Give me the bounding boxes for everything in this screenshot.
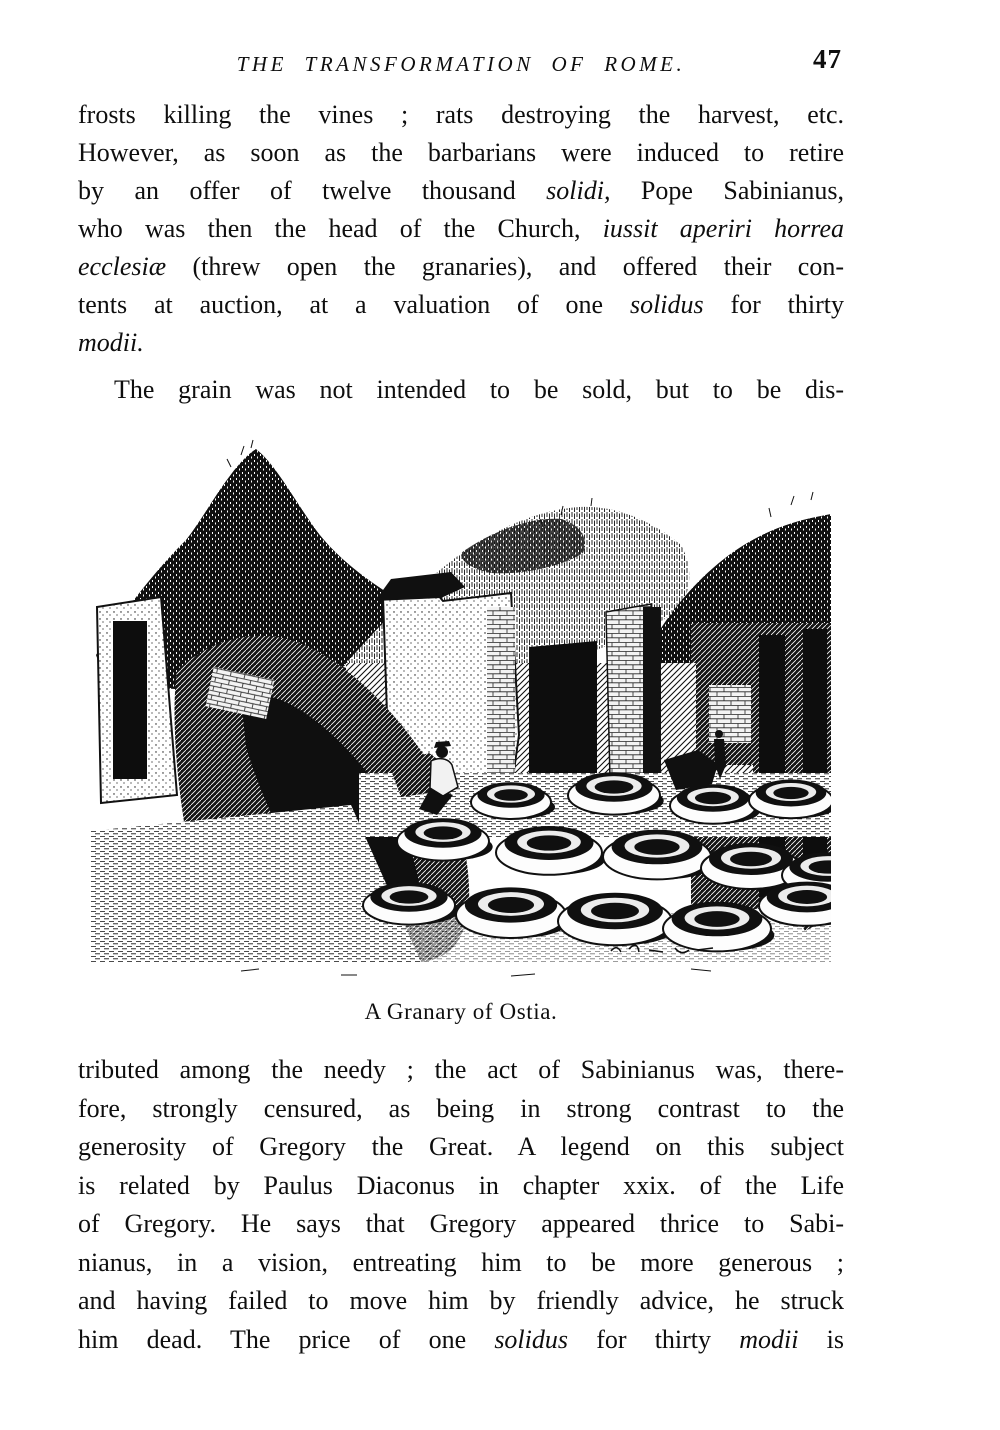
dolium-jar — [663, 902, 774, 952]
figure-granary — [78, 435, 844, 1025]
text-segment-italic: solidus — [494, 1324, 568, 1354]
page-title: THE TRANSFORMATION OF ROME. — [236, 52, 686, 76]
text-segment: who was then the head of the Church, — [78, 214, 603, 243]
text-line — [78, 1282, 844, 1321]
dolium-jar — [558, 893, 675, 945]
text-line — [78, 324, 844, 362]
text-segment: frosts killing the vines ; rats destroying the harvest, etc. — [78, 100, 844, 129]
text-line — [78, 248, 844, 286]
text-segment: nianus, in a vision, entreating him to be more generous ; — [78, 1247, 844, 1277]
text-segment: of Gregory. He says that Gregory appeared thrice to Sabi- — [78, 1209, 844, 1238]
text-line — [78, 172, 844, 210]
granary-engraving-illustration — [91, 435, 831, 983]
text-segment-italic: ecclesiæ — [78, 252, 167, 281]
text-segment: by an offer of twelve thousand — [78, 176, 547, 205]
dolium-jar — [456, 887, 569, 938]
text-line — [78, 1167, 844, 1206]
paragraph-frosts — [78, 96, 844, 362]
text-segment: fore, strongly censured, as being in strong contrast to the — [78, 1093, 844, 1123]
page-number: 47 — [813, 44, 842, 74]
text-segment: tributed among the needy ; the act of Sabinianus was, there- — [78, 1055, 844, 1084]
text-line — [78, 1244, 844, 1283]
text-segment: and having failed to move him by friendly advice, he struck — [78, 1286, 844, 1315]
paragraph-grain — [78, 371, 844, 409]
text-line — [78, 210, 844, 248]
running-head — [78, 46, 844, 80]
text-line — [78, 371, 844, 409]
text-segment: for thirty — [703, 290, 844, 319]
text-segment-italic: solidus — [629, 290, 704, 319]
text-segment: tents at auction, at a valuation of one — [78, 290, 630, 319]
figure-caption: A Granary of Ostia. — [364, 999, 558, 1024]
text-segment: The grain was not intended to be sold, but to be dis- — [114, 375, 844, 404]
text-segment: is — [798, 1324, 844, 1354]
text-line — [78, 1051, 844, 1090]
text-segment-italic: solidi, — [546, 176, 611, 205]
text-segment: for thirty — [568, 1324, 740, 1354]
text-segment-italic: modii — [739, 1324, 799, 1354]
text-line — [78, 286, 844, 324]
text-line — [78, 1128, 844, 1167]
text-segment: However, as soon as the barbarians were induced to retire — [78, 138, 844, 167]
text-segment: is related by Paulus Diaconus in chapter xxix. of the Life — [78, 1170, 844, 1200]
text-block — [78, 46, 844, 1359]
text-segment: (threw open the granaries), and offered their con- — [166, 252, 844, 281]
text-line — [78, 134, 844, 172]
text-line — [78, 96, 844, 134]
text-segment: generosity of Gregory the Great. A legend on this subject — [78, 1132, 844, 1161]
paragraph-tributed — [78, 1051, 844, 1359]
text-line — [78, 1205, 844, 1244]
text-segment-italic: modii. — [78, 328, 144, 357]
text-segment-italic: iussit aperiri horrea — [602, 214, 844, 243]
text-line — [78, 1090, 844, 1129]
text-segment: Pope Sabinianus, — [610, 176, 844, 205]
text-segment: him dead. The price of one — [78, 1324, 495, 1354]
text-line — [78, 1321, 844, 1360]
